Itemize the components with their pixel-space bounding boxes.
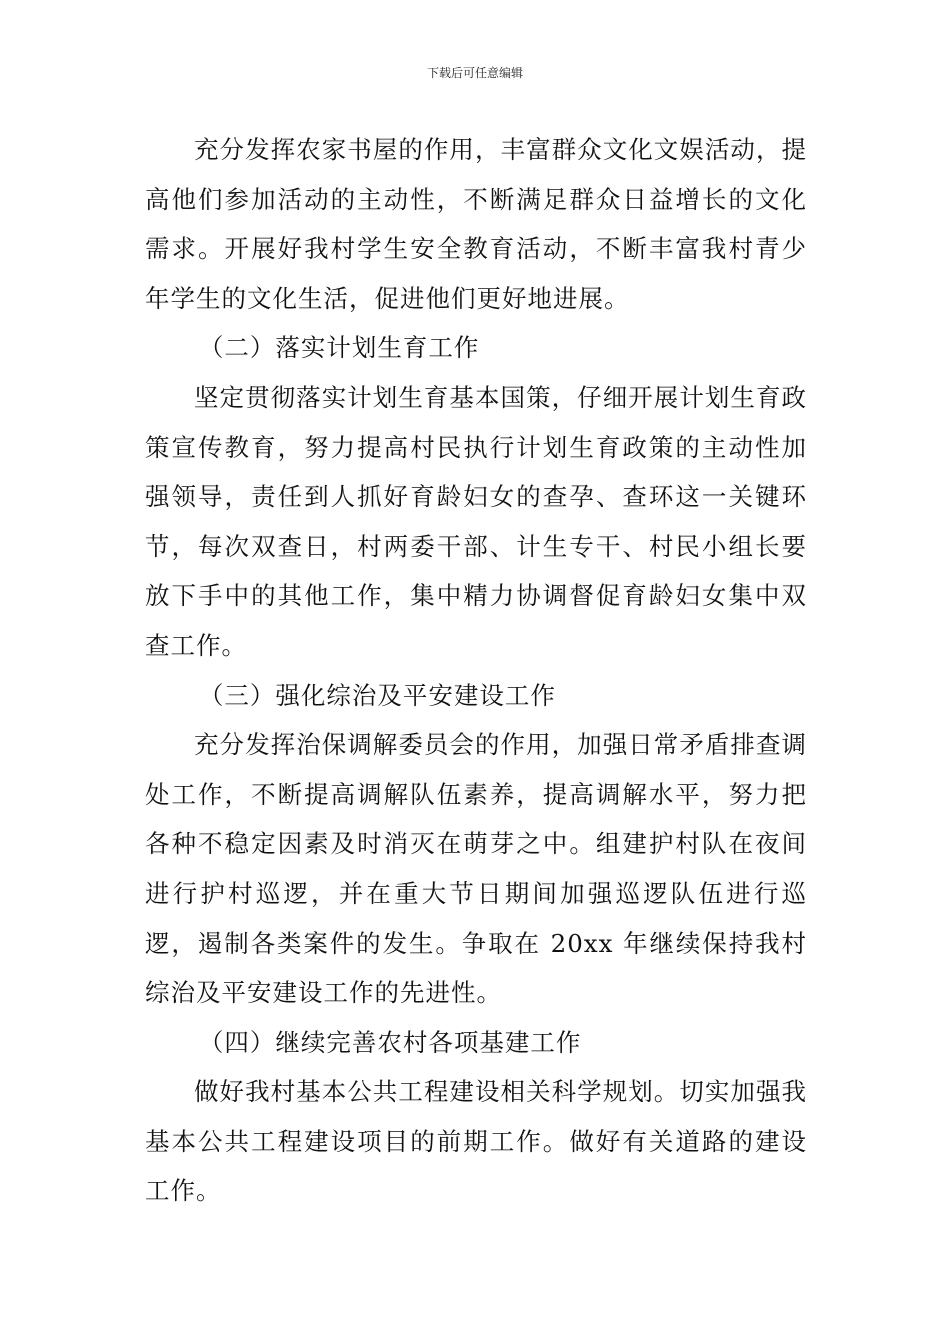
paragraph-public-security: 充分发挥治保调解委员会的作用，加强日常矛盾排查调处工作，不断提高调解队伍素养，提高调解水平，努力把各种不稳定因素及时消灭在萌芽之中。组建护村队在夜间进行护村巡逻，并在重大节日期间加强巡逻队伍进行巡逻，遏制各类案件的发生。争取在 20xx 年继续保持我村综治及平安建设工作的先进性。 (145, 730, 807, 1008)
section-heading-family-planning: （二）落实计划生育工作 (198, 333, 480, 363)
section-heading-infrastructure: （四）继续完善农村各项基建工作 (198, 1027, 582, 1057)
page-header: 下载后可任意编辑 (426, 66, 523, 80)
paragraph-cultural-activities: 充分发挥农家书屋的作用，丰富群众文化文娱活动，提高他们参加活动的主动性，不断满足群众日益增长的文化需求。开展好我村学生安全教育活动，不断丰富我村青少年学生的文化生活，促进他们更好地进展。 (145, 135, 807, 313)
document-body (145, 125, 807, 1216)
paragraph-infrastructure: 做好我村基本公共工程建设相关科学规划。切实加强我基本公共工程建设项目的前期工作。做好有关道路的建设工作。 (145, 1077, 807, 1206)
paragraph-family-planning: 坚定贯彻落实计划生育基本国策，仔细开展计划生育政策宣传教育，努力提高村民执行计划生育政策的主动性加强领导，责任到人抓好育龄妇女的查孕、查环这一关键环节，每次双查日，村两委干部、计生专干、村民小组长要放下手中的其他工作，集中精力协调督促育龄妇女集中双查工作。 (145, 382, 807, 660)
section-heading-public-security: （三）强化综治及平安建设工作 (198, 680, 556, 710)
